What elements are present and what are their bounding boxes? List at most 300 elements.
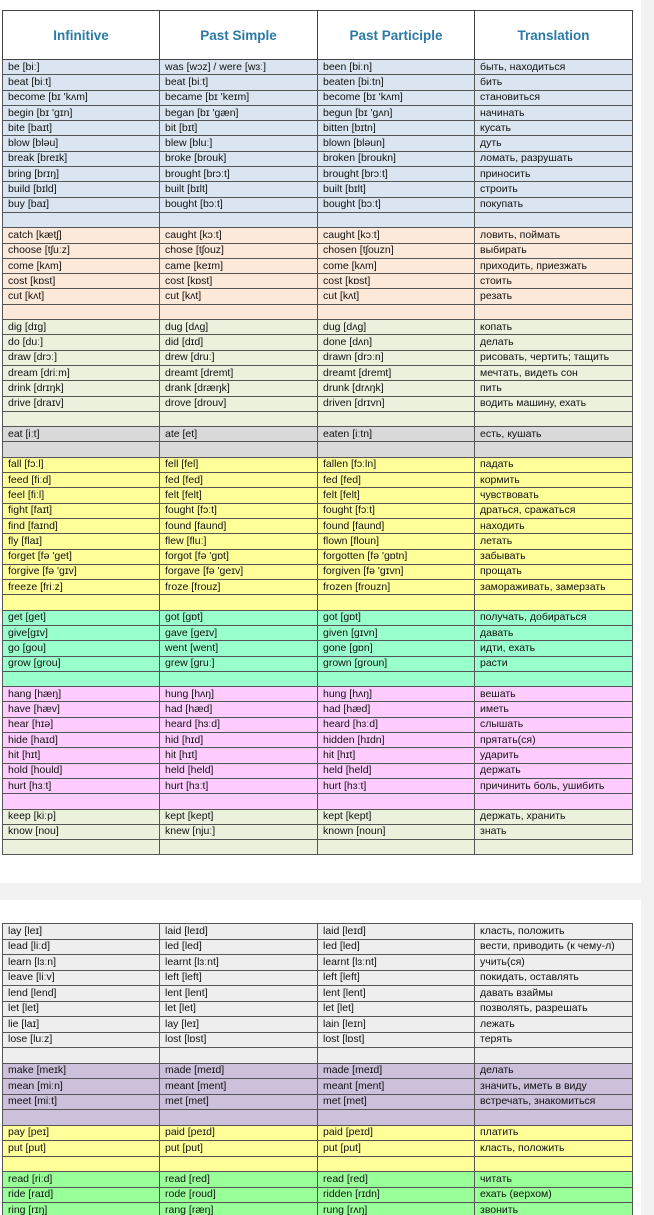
past-participle-cell: fed [fed] xyxy=(318,473,475,488)
translation-cell: чувствовать xyxy=(475,488,633,503)
translation-cell xyxy=(475,212,633,227)
past-participle-cell: hit [hɪt] xyxy=(318,748,475,763)
translation-cell: терять xyxy=(475,1032,633,1048)
table-row xyxy=(3,939,633,955)
past-simple-cell xyxy=(160,1048,318,1064)
translation-cell: ловить, поймать xyxy=(475,228,633,243)
infinitive-cell: go [gou] xyxy=(3,641,160,656)
past-participle-cell xyxy=(318,411,475,426)
past-participle-cell: meant [ment] xyxy=(318,1079,475,1095)
spacer-row xyxy=(3,1110,633,1126)
table-row xyxy=(3,75,633,90)
infinitive-cell: draw [drɔː] xyxy=(3,350,160,365)
past-simple-cell: beat [biːt] xyxy=(160,75,318,90)
past-simple-cell: became [bɪ 'keɪm] xyxy=(160,90,318,105)
past-simple-cell: heard [hɜːd] xyxy=(160,717,318,732)
past-simple-cell: broke [brouk] xyxy=(160,151,318,166)
past-simple-cell: grew [gruː] xyxy=(160,656,318,671)
infinitive-cell: be [biː] xyxy=(3,60,160,75)
translation-cell: прощать xyxy=(475,564,633,579)
past-participle-cell: held [held] xyxy=(318,763,475,778)
table-row xyxy=(3,60,633,75)
infinitive-cell: give[gɪv] xyxy=(3,625,160,640)
past-simple-cell: lost [lɒst] xyxy=(160,1032,318,1048)
past-participle-cell: made [meɪd] xyxy=(318,1063,475,1079)
past-participle-cell: forgiven [fə 'gɪvn] xyxy=(318,564,475,579)
past-simple-cell: caught [kɔːt] xyxy=(160,228,318,243)
translation-cell: находить xyxy=(475,518,633,533)
header-infinitive: Infinitive xyxy=(3,11,160,60)
table-row xyxy=(3,90,633,105)
translation-cell: значить, иметь в виду xyxy=(475,1079,633,1095)
infinitive-cell: forgive [fə 'gɪv] xyxy=(3,564,160,579)
past-simple-cell: fed [fed] xyxy=(160,473,318,488)
past-participle-cell xyxy=(318,304,475,319)
past-participle-cell: frozen [frouzn] xyxy=(318,580,475,595)
infinitive-cell xyxy=(3,442,160,457)
table-row xyxy=(3,503,633,518)
infinitive-cell: fall [fɔːl] xyxy=(3,457,160,472)
infinitive-cell xyxy=(3,1048,160,1064)
table-row xyxy=(3,986,633,1002)
translation-cell xyxy=(475,840,633,855)
table-row xyxy=(3,778,633,793)
translation-cell xyxy=(475,794,633,809)
translation-cell xyxy=(475,1156,633,1172)
infinitive-cell: freeze [friːz] xyxy=(3,580,160,595)
past-simple-cell: blew [bluː] xyxy=(160,136,318,151)
infinitive-cell xyxy=(3,595,160,610)
past-participle-cell: blown [bləun] xyxy=(318,136,475,151)
translation-cell xyxy=(475,411,633,426)
infinitive-cell: dig [dɪg] xyxy=(3,320,160,335)
past-simple-cell: had [hæd] xyxy=(160,702,318,717)
spacer-row xyxy=(3,304,633,319)
past-simple-cell: lent [lent] xyxy=(160,986,318,1002)
infinitive-cell: forget [fə 'get] xyxy=(3,549,160,564)
past-simple-cell: laid [leɪd] xyxy=(160,924,318,940)
past-participle-cell: hidden [hɪdn] xyxy=(318,733,475,748)
infinitive-cell: keep [kiːp] xyxy=(3,809,160,824)
translation-cell: знать xyxy=(475,824,633,839)
past-simple-cell xyxy=(160,442,318,457)
past-participle-cell: been [biːn] xyxy=(318,60,475,75)
translation-cell: встречать, знакомиться xyxy=(475,1094,633,1110)
translation-cell: кусать xyxy=(475,121,633,136)
past-participle-cell: hurt [hɜːt] xyxy=(318,778,475,793)
past-simple-cell: hid [hɪd] xyxy=(160,733,318,748)
infinitive-cell: meet [miːt] xyxy=(3,1094,160,1110)
past-simple-cell: hung [hʌŋ] xyxy=(160,687,318,702)
past-simple-cell: led [led] xyxy=(160,939,318,955)
past-simple-cell xyxy=(160,595,318,610)
past-simple-cell: cost [kɒst] xyxy=(160,274,318,289)
past-participle-cell xyxy=(318,1110,475,1126)
translation-cell: звонить xyxy=(475,1203,633,1215)
table-row xyxy=(3,320,633,335)
past-participle-cell: drawn [drɔːn] xyxy=(318,350,475,365)
past-simple-cell: dreamt [dremt] xyxy=(160,365,318,380)
past-simple-cell xyxy=(160,1110,318,1126)
table-row xyxy=(3,473,633,488)
infinitive-cell: beat [biːt] xyxy=(3,75,160,90)
table-row xyxy=(3,274,633,289)
past-participle-cell: become [bɪ 'kʌm] xyxy=(318,90,475,105)
infinitive-cell: have [hæv] xyxy=(3,702,160,717)
table-row xyxy=(3,656,633,671)
infinitive-cell: put [put] xyxy=(3,1141,160,1157)
past-participle-cell: led [led] xyxy=(318,939,475,955)
infinitive-cell: hold [hould] xyxy=(3,763,160,778)
table-row xyxy=(3,396,633,411)
header-past-participle: Past Participle xyxy=(318,11,475,60)
past-simple-cell: let [let] xyxy=(160,1001,318,1017)
past-participle-cell: caught [kɔːt] xyxy=(318,228,475,243)
past-participle-cell: driven [drɪvn] xyxy=(318,396,475,411)
translation-cell: класть, положить xyxy=(475,924,633,940)
table-row xyxy=(3,564,633,579)
past-participle-cell: found [faund] xyxy=(318,518,475,533)
past-participle-cell xyxy=(318,794,475,809)
past-participle-cell: come [kʌm] xyxy=(318,258,475,273)
past-participle-cell xyxy=(318,840,475,855)
translation-cell: мечтать, видеть сон xyxy=(475,365,633,380)
past-participle-cell: felt [felt] xyxy=(318,488,475,503)
past-participle-cell: done [dʌn] xyxy=(318,335,475,350)
infinitive-cell: catch [kætʃ] xyxy=(3,228,160,243)
past-simple-cell: hurt [hɜːt] xyxy=(160,778,318,793)
past-simple-cell: left [left] xyxy=(160,970,318,986)
translation-cell xyxy=(475,442,633,457)
past-participle-cell: dug [dʌg] xyxy=(318,320,475,335)
infinitive-cell: buy [baɪ] xyxy=(3,197,160,212)
past-simple-cell: forgot [fə 'gɒt] xyxy=(160,549,318,564)
infinitive-cell: grow [grou] xyxy=(3,656,160,671)
past-participle-cell: fallen [fɔːln] xyxy=(318,457,475,472)
past-participle-cell: let [let] xyxy=(318,1001,475,1017)
translation-cell: иметь xyxy=(475,702,633,717)
infinitive-cell: blow [bləu] xyxy=(3,136,160,151)
spacer-row xyxy=(3,794,633,809)
translation-cell: падать xyxy=(475,457,633,472)
infinitive-cell: know [nou] xyxy=(3,824,160,839)
translation-cell: расти xyxy=(475,656,633,671)
infinitive-cell: feed [fiːd] xyxy=(3,473,160,488)
past-participle-cell: drunk [drʌŋk] xyxy=(318,381,475,396)
table-row xyxy=(3,970,633,986)
infinitive-cell: begin [bɪ 'gɪn] xyxy=(3,105,160,120)
past-participle-cell: bought [bɔːt] xyxy=(318,197,475,212)
past-participle-cell: broken [broukn] xyxy=(318,151,475,166)
past-simple-cell: made [meɪd] xyxy=(160,1063,318,1079)
past-simple-cell: came [keɪm] xyxy=(160,258,318,273)
translation-cell: приносить xyxy=(475,167,633,182)
past-simple-cell: flew [fluː] xyxy=(160,534,318,549)
table-row xyxy=(3,717,633,732)
past-participle-cell: met [met] xyxy=(318,1094,475,1110)
translation-cell: покидать, оставлять xyxy=(475,970,633,986)
past-participle-cell xyxy=(318,1156,475,1172)
infinitive-cell: get [get] xyxy=(3,610,160,625)
table-row xyxy=(3,748,633,763)
table-row xyxy=(3,1125,633,1141)
infinitive-cell: let [let] xyxy=(3,1001,160,1017)
past-simple-cell: kept [kept] xyxy=(160,809,318,824)
past-participle-cell: built [bɪlt] xyxy=(318,182,475,197)
translation-cell: ударить xyxy=(475,748,633,763)
translation-cell: давать взаймы xyxy=(475,986,633,1002)
table-row xyxy=(3,167,633,182)
infinitive-cell xyxy=(3,671,160,686)
translation-cell: делать xyxy=(475,335,633,350)
table-row xyxy=(3,136,633,151)
table-row xyxy=(3,687,633,702)
past-simple-cell: bit [bɪt] xyxy=(160,121,318,136)
past-participle-cell: got [gɒt] xyxy=(318,610,475,625)
spacer-row xyxy=(3,1156,633,1172)
past-simple-cell xyxy=(160,1156,318,1172)
translation-cell: делать xyxy=(475,1063,633,1079)
table-row xyxy=(3,1203,633,1215)
past-simple-cell: drove [drouv] xyxy=(160,396,318,411)
table-row xyxy=(3,335,633,350)
past-participle-cell: lain [leɪn] xyxy=(318,1017,475,1033)
infinitive-cell: bite [baɪt] xyxy=(3,121,160,136)
past-simple-cell: put [put] xyxy=(160,1141,318,1157)
infinitive-cell: hear [hɪə] xyxy=(3,717,160,732)
infinitive-cell: break [breɪk] xyxy=(3,151,160,166)
translation-cell: вешать xyxy=(475,687,633,702)
translation-cell xyxy=(475,1110,633,1126)
table-row xyxy=(3,289,633,304)
table-row xyxy=(3,350,633,365)
past-simple-cell: went [went] xyxy=(160,641,318,656)
past-participle-cell: given [gɪvn] xyxy=(318,625,475,640)
table-row xyxy=(3,733,633,748)
past-simple-cell: bought [bɔːt] xyxy=(160,197,318,212)
infinitive-cell: eat [iːt] xyxy=(3,427,160,442)
past-participle-cell: dreamt [dremt] xyxy=(318,365,475,380)
spacer-row xyxy=(3,840,633,855)
table-row xyxy=(3,1063,633,1079)
past-participle-cell: fought [fɔːt] xyxy=(318,503,475,518)
past-simple-cell: drew [druː] xyxy=(160,350,318,365)
translation-cell: рисовать, чертить; тащить xyxy=(475,350,633,365)
infinitive-cell: ring [rɪŋ] xyxy=(3,1203,160,1215)
infinitive-cell xyxy=(3,212,160,227)
table-row xyxy=(3,1079,633,1095)
translation-cell: драться, сражаться xyxy=(475,503,633,518)
spacer-row xyxy=(3,1048,633,1064)
translation-cell: забывать xyxy=(475,549,633,564)
translation-cell: приходить, приезжать xyxy=(475,258,633,273)
table-row xyxy=(3,518,633,533)
infinitive-cell: leave [liːv] xyxy=(3,970,160,986)
table-row xyxy=(3,258,633,273)
infinitive-cell: drink [drɪŋk] xyxy=(3,381,160,396)
table-row xyxy=(3,809,633,824)
past-simple-cell: began [bɪ 'gæn] xyxy=(160,105,318,120)
infinitive-cell: lead [liːd] xyxy=(3,939,160,955)
table-row xyxy=(3,381,633,396)
past-participle-cell xyxy=(318,212,475,227)
past-simple-cell: ate [et] xyxy=(160,427,318,442)
past-simple-cell: held [held] xyxy=(160,763,318,778)
table-row xyxy=(3,151,633,166)
past-participle-cell: kept [kept] xyxy=(318,809,475,824)
past-simple-cell: hit [hɪt] xyxy=(160,748,318,763)
past-participle-cell: rung [rʌŋ] xyxy=(318,1203,475,1215)
infinitive-cell xyxy=(3,1156,160,1172)
translation-cell xyxy=(475,304,633,319)
infinitive-cell: make [meɪk] xyxy=(3,1063,160,1079)
past-simple-cell: forgave [fə 'geɪv] xyxy=(160,564,318,579)
translation-cell xyxy=(475,595,633,610)
past-participle-cell: ridden [rɪdn] xyxy=(318,1187,475,1203)
infinitive-cell: hang [hæŋ] xyxy=(3,687,160,702)
past-simple-cell xyxy=(160,840,318,855)
past-simple-cell: fell [fel] xyxy=(160,457,318,472)
past-participle-cell: brought [brɔːt] xyxy=(318,167,475,182)
past-participle-cell: hung [hʌŋ] xyxy=(318,687,475,702)
translation-cell: учить(ся) xyxy=(475,955,633,971)
translation-cell: быть, находиться xyxy=(475,60,633,75)
translation-cell: слышать xyxy=(475,717,633,732)
past-participle-cell: bitten [bɪtn] xyxy=(318,121,475,136)
past-simple-cell: fought [fɔːt] xyxy=(160,503,318,518)
past-simple-cell: felt [felt] xyxy=(160,488,318,503)
translation-cell: причинить боль, ушибить xyxy=(475,778,633,793)
table-row xyxy=(3,824,633,839)
past-simple-cell: drank [dræŋk] xyxy=(160,381,318,396)
past-simple-cell: was [wɔz] / were [wɜː] xyxy=(160,60,318,75)
infinitive-cell: lay [leɪ] xyxy=(3,924,160,940)
infinitive-cell: feel [fiːl] xyxy=(3,488,160,503)
past-participle-cell: read [red] xyxy=(318,1172,475,1188)
spacer-row xyxy=(3,212,633,227)
past-participle-cell: put [put] xyxy=(318,1141,475,1157)
translation-cell: водить машину, ехать xyxy=(475,396,633,411)
translation-cell: давать xyxy=(475,625,633,640)
translation-cell: платить xyxy=(475,1125,633,1141)
translation-cell: бить xyxy=(475,75,633,90)
infinitive-cell: lie [laɪ] xyxy=(3,1017,160,1033)
table-row xyxy=(3,427,633,442)
past-participle-cell: lent [lent] xyxy=(318,986,475,1002)
infinitive-cell: bring [brɪŋ] xyxy=(3,167,160,182)
translation-cell: лежать xyxy=(475,1017,633,1033)
infinitive-cell: fly [flaɪ] xyxy=(3,534,160,549)
table-row xyxy=(3,702,633,717)
infinitive-cell: come [kʌm] xyxy=(3,258,160,273)
verb-table-page-1 xyxy=(2,10,633,855)
table-row xyxy=(3,488,633,503)
past-simple-cell xyxy=(160,794,318,809)
translation-cell: выбирать xyxy=(475,243,633,258)
table-row xyxy=(3,763,633,778)
spacer-row xyxy=(3,411,633,426)
translation-cell: строить xyxy=(475,182,633,197)
past-participle-cell xyxy=(318,1048,475,1064)
verb-table-body-page-2 xyxy=(3,924,633,1215)
past-simple-cell: lay [leɪ] xyxy=(160,1017,318,1033)
table-row xyxy=(3,641,633,656)
translation-cell: держать, хранить xyxy=(475,809,633,824)
translation-cell: прятать(ся) xyxy=(475,733,633,748)
table-row xyxy=(3,121,633,136)
translation-cell: вести, приводить (к чему-л) xyxy=(475,939,633,955)
past-participle-cell: begun [bɪ 'gʌn] xyxy=(318,105,475,120)
past-simple-cell: met [met] xyxy=(160,1094,318,1110)
translation-cell: кормить xyxy=(475,473,633,488)
past-simple-cell: did [dɪd] xyxy=(160,335,318,350)
past-participle-cell xyxy=(318,671,475,686)
spacer-row xyxy=(3,671,633,686)
table-row xyxy=(3,457,633,472)
past-simple-cell: rode [roud] xyxy=(160,1187,318,1203)
infinitive-cell: choose [tʃuːz] xyxy=(3,243,160,258)
infinitive-cell: hurt [hɜːt] xyxy=(3,778,160,793)
translation-cell: начинать xyxy=(475,105,633,120)
past-simple-cell: gave [geɪv] xyxy=(160,625,318,640)
infinitive-cell xyxy=(3,1110,160,1126)
past-participle-cell: heard [hɜːd] xyxy=(318,717,475,732)
past-simple-cell: meant [ment] xyxy=(160,1079,318,1095)
translation-cell: получать, добираться xyxy=(475,610,633,625)
translation-cell: читать xyxy=(475,1172,633,1188)
past-participle-cell: grown [groun] xyxy=(318,656,475,671)
past-simple-cell xyxy=(160,671,318,686)
infinitive-cell: hit [hɪt] xyxy=(3,748,160,763)
verb-table-page-2 xyxy=(2,923,633,1215)
table-row xyxy=(3,228,633,243)
infinitive-cell: become [bɪ 'kʌm] xyxy=(3,90,160,105)
past-participle-cell: laid [leɪd] xyxy=(318,924,475,940)
table-row xyxy=(3,243,633,258)
translation-cell: летать xyxy=(475,534,633,549)
table-row xyxy=(3,534,633,549)
past-simple-cell: found [faund] xyxy=(160,518,318,533)
infinitive-cell: build [bɪld] xyxy=(3,182,160,197)
infinitive-cell: mean [miːn] xyxy=(3,1079,160,1095)
past-simple-cell: rang [ræŋ] xyxy=(160,1203,318,1215)
header-translation: Translation xyxy=(475,11,633,60)
past-participle-cell: chosen [tʃouzn] xyxy=(318,243,475,258)
table-row xyxy=(3,182,633,197)
infinitive-cell xyxy=(3,794,160,809)
translation-cell: класть, положить xyxy=(475,1141,633,1157)
translation-cell: держать xyxy=(475,763,633,778)
past-participle-cell: left [left] xyxy=(318,970,475,986)
translation-cell: резать xyxy=(475,289,633,304)
table-row xyxy=(3,197,633,212)
infinitive-cell: pay [peɪ] xyxy=(3,1125,160,1141)
past-simple-cell: built [bɪlt] xyxy=(160,182,318,197)
infinitive-cell: fight [faɪt] xyxy=(3,503,160,518)
translation-cell: пить xyxy=(475,381,633,396)
infinitive-cell: lend [lend] xyxy=(3,986,160,1002)
translation-cell xyxy=(475,671,633,686)
page-2 xyxy=(0,900,641,1215)
translation-cell: становиться xyxy=(475,90,633,105)
translation-cell: копать xyxy=(475,320,633,335)
past-simple-cell xyxy=(160,304,318,319)
past-participle-cell xyxy=(318,442,475,457)
translation-cell: дуть xyxy=(475,136,633,151)
past-participle-cell: lost [lɒst] xyxy=(318,1032,475,1048)
table-row xyxy=(3,955,633,971)
past-participle-cell: cut [kʌt] xyxy=(318,289,475,304)
